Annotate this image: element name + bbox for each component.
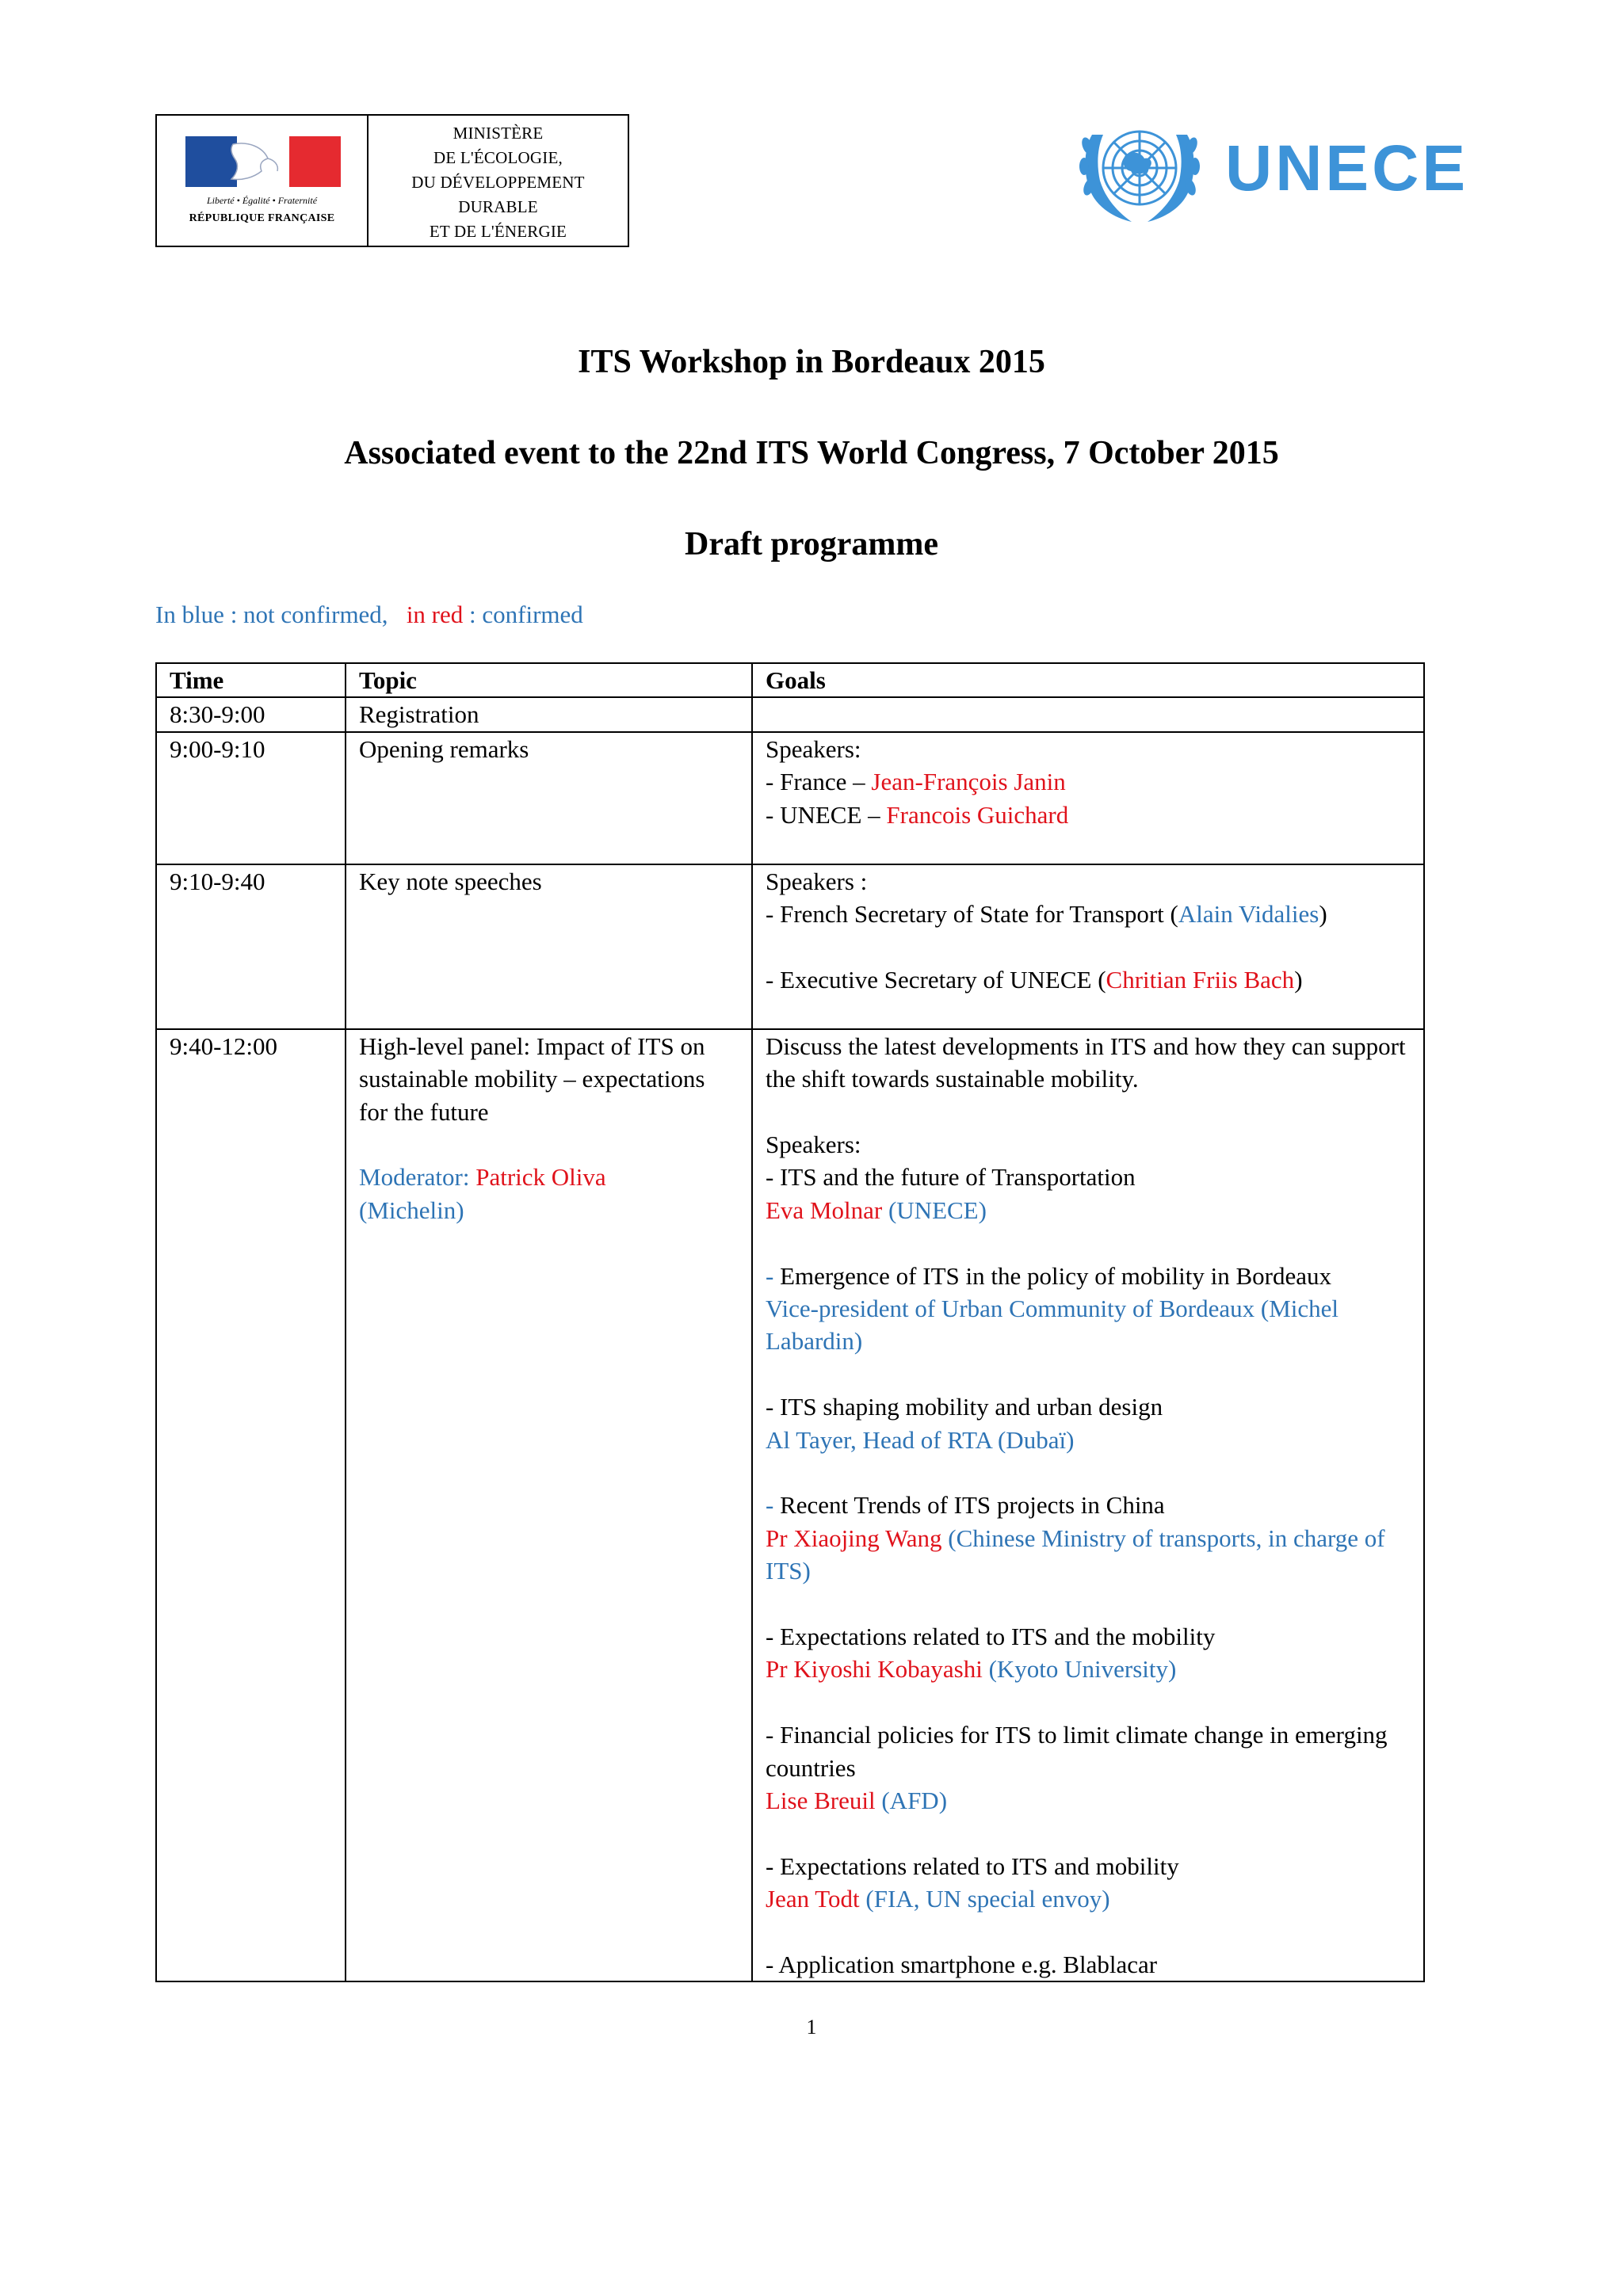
spacer — [766, 1226, 1411, 1259]
talk-title-text: Emergence of ITS in the policy of mobility in Bordeaux — [773, 1261, 1331, 1290]
panel-topic: High-level panel: Impact of ITS on sustainable mobility – expectations for the future — [359, 1032, 705, 1126]
talk-speaker — [766, 1653, 1411, 1685]
paren-close: ) — [1319, 900, 1327, 929]
speaker-name: Eva Molnar — [766, 1196, 883, 1224]
row-topic: Opening remarks — [346, 732, 752, 864]
speaker-affiliation: - France – — [766, 768, 872, 796]
row-goals — [752, 697, 1424, 731]
panel-intro: Discuss the latest developments in ITS and how they can support the shift towards sustainable mobility. — [766, 1032, 1406, 1093]
table-row — [156, 732, 1424, 864]
draft-programme-heading: Draft programme — [685, 526, 938, 563]
talk-dash: - — [766, 1721, 774, 1749]
row-time: 8:30-9:00 — [156, 697, 346, 731]
spacer — [766, 1358, 1411, 1390]
header-time: Time — [156, 663, 346, 697]
ministry-line: DU DÉVELOPPEMENT — [411, 172, 585, 192]
talk-title — [766, 1718, 1411, 1784]
talk-title-text: ITS and the future of Transportation — [773, 1163, 1136, 1192]
speaker-org: (AFD) — [875, 1787, 948, 1815]
speaker-org: (FIA, UN special envoy) — [859, 1885, 1110, 1913]
speaker-org: (Chinese Ministry of transports, in charge of ITS) — [766, 1524, 1385, 1585]
talk-speaker — [766, 1424, 1411, 1456]
spacer — [766, 1456, 1411, 1489]
talk-speaker — [766, 1882, 1411, 1915]
ministry-logo — [155, 114, 629, 247]
moderator-name: Patrick Oliva — [475, 1163, 606, 1192]
ministry-line: MINISTÈRE — [453, 123, 544, 143]
spacer — [766, 1817, 1411, 1849]
paren-close: ) — [1294, 966, 1303, 994]
talk-dash: - — [766, 1393, 774, 1421]
ministry-name — [369, 116, 628, 246]
programme-table — [155, 662, 1425, 1982]
talk-dash: - — [766, 1623, 774, 1651]
speaker-line — [766, 765, 1411, 798]
legend-red: in red — [406, 601, 464, 628]
header-goals: Goals — [752, 663, 1424, 697]
document-subtitle: Associated event to the 22nd ITS World Congress, 7 October 2015 — [344, 435, 1279, 471]
row-time: 9:00-9:10 — [156, 732, 346, 864]
table-row — [156, 1029, 1424, 1982]
speaker-name: Jean-François Janin — [871, 768, 1066, 796]
talk-dash: - — [766, 1261, 774, 1290]
talk-title-text: Recent Trends of ITS projects in China — [773, 1491, 1165, 1520]
talk-dash: - — [766, 1852, 774, 1880]
speaker-name: Francois Guichard — [886, 800, 1069, 829]
talk-title — [766, 1489, 1411, 1521]
moderator-line — [359, 1161, 739, 1193]
ministry-line: DE L'ÉCOLOGIE, — [433, 147, 563, 167]
ministry-line: DURABLE — [458, 196, 538, 216]
row-goals — [752, 864, 1424, 1029]
moderator-org: (Michelin) — [359, 1196, 464, 1224]
speaker-org: (UNECE) — [882, 1196, 987, 1224]
talk-speaker — [766, 1784, 1411, 1817]
spacer — [766, 1588, 1411, 1620]
document-title: ITS Workshop in Bordeaux 2015 — [578, 344, 1045, 380]
talk-title-text: ITS shaping mobility and urban design — [773, 1393, 1163, 1421]
marianne-block — [157, 116, 369, 246]
speaker-org: Al Tayer, Head of RTA (Dubaï) — [766, 1425, 1075, 1454]
talk-speaker — [766, 1194, 1411, 1226]
spacer — [766, 1686, 1411, 1718]
talk-speaker — [766, 1292, 1411, 1358]
speaker-role: - Executive Secretary of UNECE ( — [766, 966, 1106, 994]
motto: Liberté • Égalité • Fraternité — [206, 195, 318, 206]
unece-wordmark: UNECE — [1225, 132, 1469, 204]
row-topic — [346, 1029, 752, 1982]
header-topic: Topic — [346, 663, 752, 697]
republique-francaise: RÉPUBLIQUE FRANÇAISE — [189, 212, 335, 224]
row-goals — [752, 1029, 1424, 1982]
ministry-line: ET DE L'ÉNERGIE — [429, 221, 567, 241]
talk-speaker — [766, 1522, 1411, 1588]
row-topic: Key note speeches — [346, 864, 752, 1029]
talk-title — [766, 1620, 1411, 1653]
talk-title-text: Expectations related to ITS and the mobility — [773, 1623, 1216, 1651]
spacer — [766, 1096, 1411, 1128]
legend-blue: In blue : not confirmed, — [155, 601, 388, 628]
spacer — [766, 931, 1411, 963]
speakers-label: Speakers: — [766, 734, 861, 763]
speaker-line — [766, 799, 1411, 831]
talk-title — [766, 1260, 1411, 1292]
speaker-name: Lise Breuil — [766, 1787, 876, 1815]
talk-title — [766, 1850, 1411, 1882]
talk-dash: - — [766, 1491, 774, 1520]
speaker-affiliation: - UNECE – — [766, 800, 887, 829]
speaker-line — [766, 963, 1411, 996]
speaker-org: (Kyoto University) — [982, 1655, 1177, 1684]
table-header-row — [156, 663, 1424, 697]
spacer — [766, 1916, 1411, 1948]
table-row — [156, 697, 1424, 731]
talk-title — [766, 1390, 1411, 1423]
row-topic: Registration — [346, 697, 752, 731]
un-emblem-icon — [1068, 111, 1211, 230]
speaker-line — [766, 898, 1411, 930]
moderator-label: Moderator: — [359, 1163, 470, 1192]
talk-title: - Application smartphone e.g. Blablacar — [766, 1951, 1158, 1979]
speakers-label: Speakers : — [766, 867, 868, 895]
unece-logo — [1068, 111, 1480, 230]
page-number: 1 — [806, 2016, 817, 2039]
talk-title — [766, 1161, 1411, 1193]
speaker-org: Vice-president of Urban Community of Bordeaux (Michel Labardin) — [766, 1295, 1339, 1356]
speaker-name: Jean Todt — [766, 1885, 860, 1913]
speaker-role: - French Secretary of State for Transport ( — [766, 900, 1178, 929]
talk-title-text: Financial policies for ITS to limit climate change in emerging countries — [766, 1721, 1388, 1782]
speaker-name: Alain Vidalies — [1178, 900, 1319, 929]
marianne-flag-icon — [185, 136, 341, 187]
speaker-name: Pr Xiaojing Wang — [766, 1524, 942, 1552]
speaker-name: Chritian Friis Bach — [1106, 966, 1295, 994]
spacer — [359, 1128, 739, 1161]
legend-rest: : confirmed — [469, 601, 583, 628]
row-time: 9:40-12:00 — [156, 1029, 346, 1982]
row-goals — [752, 732, 1424, 864]
talk-title-text: Expectations related to ITS and mobility — [773, 1852, 1179, 1880]
talk-dash: - — [766, 1163, 774, 1192]
color-legend — [155, 599, 583, 631]
speakers-label: Speakers: — [766, 1131, 861, 1159]
row-time: 9:10-9:40 — [156, 864, 346, 1029]
table-row — [156, 864, 1424, 1029]
speaker-name: Pr Kiyoshi Kobayashi — [766, 1655, 983, 1684]
